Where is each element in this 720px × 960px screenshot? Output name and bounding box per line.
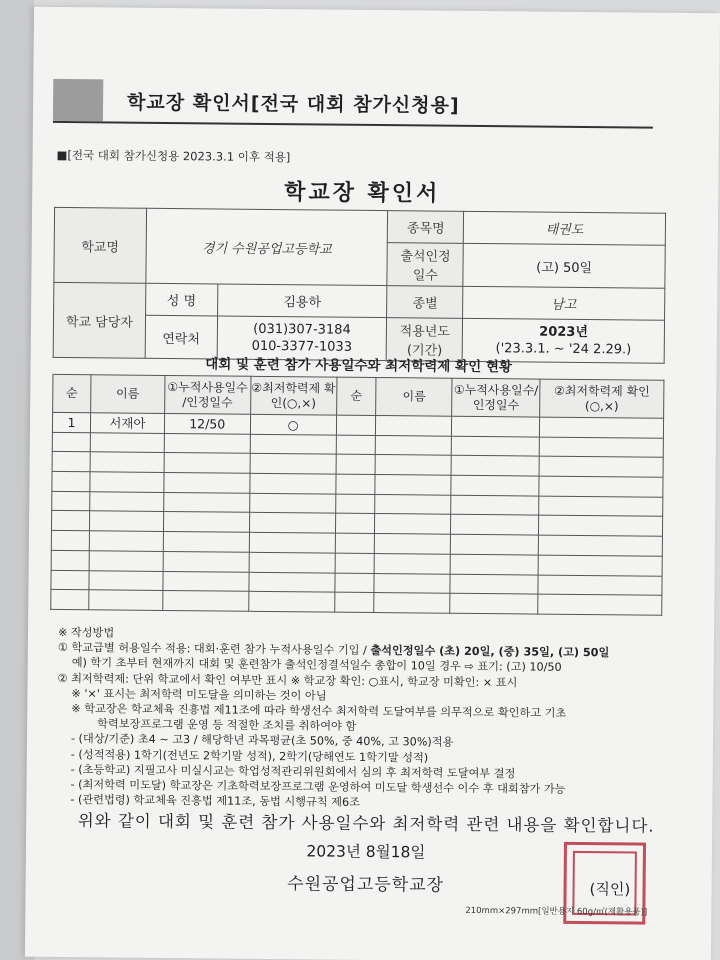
seal-label: (직인) — [589, 880, 631, 899]
cell-no-2 — [334, 573, 374, 593]
cell-no — [52, 432, 90, 452]
note-2: ② 최저학력제: 단위 학교에서 확인 여부만 표시 ※ 학교장 확인: ○표시, 학교장 미확인: × 표시 — [57, 671, 518, 689]
cell-name-2 — [375, 475, 451, 495]
cell-no-2 — [335, 533, 375, 553]
col-header-days: ①누적사용일수 /인정일수 — [164, 375, 250, 414]
note-8: - (최저학력 미도달) 학교장은 기초학력보장프로그램 운영하여 미도달 학생선수 이수 후 대회참가 가능 — [70, 778, 566, 796]
cell-no-2 — [334, 592, 374, 612]
instructions — [56, 625, 668, 813]
cell-min-academic — [249, 552, 335, 573]
cell-no — [51, 550, 89, 570]
note-1-example: 예) 학기 초부터 현재까지 대회 및 훈련참가 출석인정결석일수 총합이 10일 경우 ⇨ 표기: (고) 10/50 — [71, 656, 562, 675]
cell-days-2 — [451, 515, 539, 536]
cell-min-academic — [250, 473, 336, 494]
cell-name-2 — [374, 573, 450, 593]
cell-min-academic-2 — [538, 535, 662, 556]
contact-label: 연락처 — [145, 315, 217, 359]
confirmation-statement: 위와 같이 대회 및 훈련 참가 사용일수와 최저학력 관련 내용을 확인합니다. — [77, 811, 655, 836]
cell-no — [52, 491, 90, 511]
col-header-name: 이름 — [91, 375, 165, 414]
cell-min-academic: ○ — [250, 414, 336, 435]
col-header-no-2: 순 — [336, 377, 376, 415]
header-gray-block — [53, 79, 103, 121]
cell-name — [89, 570, 163, 590]
cell-no-2 — [336, 454, 376, 474]
note-3: ※ '×' 표시는 최저학력 미도달을 의미하는 것이 아님 — [71, 686, 327, 703]
cell-min-academic-2 — [539, 476, 663, 497]
cell-min-academic-2 — [539, 496, 663, 517]
note-4-cont: 학력보장프로그램 운영 등 적절한 조치를 취하여야 함 — [97, 717, 357, 734]
cell-min-academic — [248, 591, 334, 612]
school-label: 학교명 — [54, 207, 147, 283]
cell-name-2 — [375, 553, 451, 573]
event-label: 종목명 — [388, 211, 464, 244]
cell-days-2 — [452, 416, 540, 437]
cell-no-2 — [336, 435, 376, 455]
cell-no — [52, 452, 90, 472]
year-label: 적용년도 (기간) — [387, 318, 463, 362]
col-header-name-2: 이름 — [376, 378, 452, 417]
document-title: 학교장 확인서 — [284, 180, 441, 207]
cell-min-academic — [249, 513, 335, 534]
cell-days — [164, 453, 250, 474]
cell-name: 서재아 — [90, 413, 164, 433]
cell-days — [164, 433, 250, 454]
cell-no-2 — [335, 494, 375, 514]
cell-days-2 — [451, 534, 539, 555]
cell-days-2 — [450, 554, 538, 575]
cell-days-2 — [450, 593, 538, 614]
event-value: 태권도 — [464, 211, 666, 245]
col-header-no: 순 — [53, 374, 91, 412]
cell-min-academic — [250, 454, 336, 475]
form-header-title: 학교장 확인서[전국 대회 참가신청용] — [126, 91, 460, 117]
note-9: - (관련법령) 학교체육 진흥법 제11조, 동법 시행규칙 제6조 — [70, 793, 360, 810]
name-label: 성 명 — [145, 283, 217, 316]
signer-name: 수원공업고등학교장 — [287, 874, 445, 896]
cell-min-academic-2 — [540, 417, 664, 438]
cell-days-2 — [451, 456, 539, 477]
contact-phone-1: (031)307-3184 — [253, 321, 351, 338]
cell-name — [90, 472, 164, 492]
cell-name-2 — [374, 593, 450, 613]
cell-no — [51, 511, 89, 531]
cell-name-2 — [376, 455, 452, 475]
note-1-text: ① 학교급별 허용일수 적용: 대회·훈련 참가 누적사용일수 기입 / — [57, 641, 371, 658]
paper-spec: 210mm×297mm[일반용지 60g/㎡(재활용품)] — [465, 905, 648, 918]
cell-name — [90, 492, 164, 512]
cell-min-academic-2 — [539, 456, 663, 477]
usage-table — [50, 374, 664, 616]
cell-no-2 — [335, 553, 375, 573]
cell-min-academic — [249, 493, 335, 514]
cell-days-2 — [452, 436, 540, 457]
cell-name — [90, 432, 164, 452]
cell-name — [89, 531, 163, 551]
cell-days-2 — [450, 574, 538, 595]
cell-name-2 — [375, 514, 451, 534]
note-5: - (대상/기준) 초4 ~ 고3 / 해당학년 과목평균(초 50%, 중 40%, 고 30%)적용 — [70, 732, 454, 750]
cell-days — [164, 473, 250, 494]
notes-title: ※ 작성방법 — [57, 625, 115, 640]
cell-no — [51, 590, 89, 610]
cell-days — [163, 571, 249, 592]
contact-phone-2: 010-3377-1033 — [251, 338, 353, 355]
note-7: - (초등학교) 지필고사 미실시교는 학업성적관리위원회에서 심의 후 최저학력 도달여부 결정 — [70, 762, 516, 781]
school-value: 경기 수원공업고등학교 — [146, 208, 388, 285]
cell-min-academic-2 — [539, 437, 663, 458]
cell-days-2 — [451, 495, 539, 516]
note-1-bold: 출석인정일수 (초) 20일, (중) 35일, (고) 50일 — [370, 644, 610, 660]
cell-name-2 — [375, 494, 451, 514]
issue-date: 2023년 8월18일 — [306, 842, 426, 862]
name-value: 김용하 — [217, 284, 387, 318]
cell-days — [163, 532, 249, 553]
gender-value: 남고 — [463, 286, 665, 320]
usage-table-header — [53, 374, 664, 418]
cell-days — [163, 591, 249, 612]
attendance-value: (고) 50일 — [463, 243, 665, 288]
cell-name — [90, 452, 164, 472]
cell-days — [163, 551, 249, 572]
cell-name-2 — [375, 534, 451, 554]
cell-no: 1 — [52, 412, 90, 432]
col-header-min-academic: ②최저학력제 확인(○,×) — [250, 376, 336, 415]
cell-min-academic — [249, 572, 335, 593]
gender-label: 종별 — [387, 286, 463, 319]
cell-no — [51, 570, 89, 590]
cell-days — [163, 492, 249, 513]
cell-min-academic — [250, 434, 336, 455]
form-header — [53, 79, 653, 129]
col-header-days-2: ①누적사용일수/ 인정일수 — [452, 378, 540, 417]
cell-name-2 — [376, 416, 452, 436]
cell-name-2 — [376, 435, 452, 455]
cell-name — [89, 551, 163, 571]
document-page — [25, 7, 720, 960]
manager-label: 학교 담당자 — [53, 282, 146, 358]
attendance-label: 출석인정 일수 — [387, 243, 463, 287]
cell-min-academic-2 — [538, 575, 662, 596]
cell-no-2 — [335, 514, 375, 534]
col-header-min-academic-2: ②최저학력제 확인(○,×) — [540, 379, 664, 418]
note-4: ※ 학교장은 학교체육 진흥법 제11조에 따라 학생선수 최저학력 도달여부를 의무적으로 확인하고 기초 — [71, 702, 567, 720]
cell-name — [89, 511, 163, 531]
cell-days-2 — [451, 475, 539, 496]
cell-days — [163, 512, 249, 533]
info-table — [53, 207, 666, 364]
note-6: - (성적적용) 1학기(전년도 2학기말 성적), 2학기(당해연도 1학기말 성적) — [70, 747, 429, 765]
applicability-note: ■[전국 대회 참가신청용 2023.3.1 이후 적용] — [56, 147, 291, 165]
cell-no — [52, 471, 90, 491]
period-text: ('23.3.1. ~ '24 2.29.) — [495, 341, 632, 358]
year-text: 2023년 — [539, 324, 589, 341]
cell-name — [89, 590, 163, 610]
cell-min-academic — [249, 532, 335, 553]
section-title: 대회 및 훈련 참가 사용일수와 최저학력제 확인 현황 — [205, 356, 513, 376]
cell-no — [51, 531, 89, 551]
cell-no-2 — [336, 415, 376, 435]
cell-min-academic-2 — [539, 516, 663, 537]
cell-min-academic-2 — [538, 594, 662, 615]
cell-no-2 — [335, 474, 375, 494]
cell-min-academic-2 — [538, 555, 662, 576]
cell-days: 12/50 — [164, 413, 250, 434]
